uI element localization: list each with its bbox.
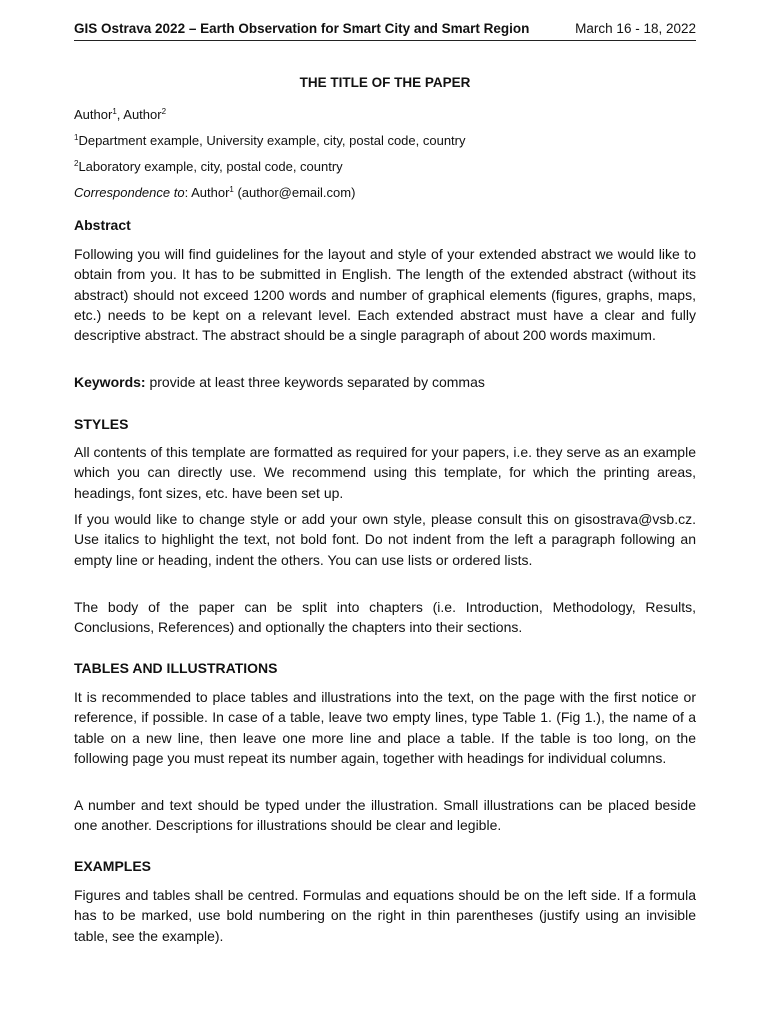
author-name: Author	[123, 107, 162, 122]
section-heading-styles: STYLES	[74, 416, 129, 432]
affiliation-sup: 1	[74, 133, 79, 142]
author-sup: 1	[112, 107, 117, 116]
affiliation-2	[74, 159, 343, 174]
correspondence-email: (author@email.com)	[233, 185, 356, 200]
paper-title: THE TITLE OF THE PAPER	[299, 75, 471, 90]
tables-paragraph-1: It is recommended to place tables and illustrations into the text, on the page with the first notice or reference, if possible. In case of a table, leave two empty lines, type Table 1. (Fig 1.), the name of a table on a new line, then leave one more line and place a table. If the table is too long, on the following page you must repeat its number again, together with headings for individual columns.	[74, 689, 696, 766]
styles-paragraph-1: All contents of this template are formatted as required for your papers, i.e. they serve as an example which you can directly use. We recommend using this template, for which the printing areas, headings, font sizes, etc. have been set up.	[74, 444, 696, 501]
abstract-text: Following you will find guidelines for the layout and style of your extended abstract we would like to obtain from you. It has to be submitted in English. The length of the extended abstract (without its abstract) should not exceed 1200 words and number of graphical elements (figures, graphs, maps, etc.) needs to be kept on a relevant level. Each extended abstract must have a clear and fully descriptive abstract. The abstract should be a single paragraph of about 200 words maximum.	[74, 246, 696, 344]
section-heading-tables: TABLES AND ILLUSTRATIONS	[74, 660, 278, 676]
correspondence-sup: 1	[229, 185, 234, 194]
affiliation-text: Department example, University example, city, postal code, country	[78, 133, 466, 148]
author-line	[74, 107, 166, 122]
correspondence-colon: :	[184, 185, 192, 200]
author-separator: ,	[116, 107, 124, 122]
styles-paragraph-3: The body of the paper can be split into chapters (i.e. Introduction, Methodology, Results, Conclusions, References) and optionally the chapters into their sections.	[74, 599, 696, 636]
correspondence-line	[74, 185, 355, 200]
author-name: Author	[74, 107, 113, 122]
running-header	[74, 20, 696, 41]
affiliation-text: Laboratory example, city, postal code, country	[78, 159, 343, 174]
affiliation-1	[74, 133, 466, 148]
keywords-line	[74, 374, 485, 390]
correspondence-label: Correspondence to	[74, 185, 185, 200]
styles-paragraph-2: If you would like to change style or add your own style, please consult this on gisostrava@vsb.cz. Use italics to highlight the text, not bold font. Do not indent from the left a paragraph following an empty line or heading, indent the others. You can use lists or ordered lists.	[74, 511, 696, 568]
keywords-label: Keywords:	[74, 374, 146, 390]
section-heading-examples: EXAMPLES	[74, 858, 152, 874]
conference-name: GIS Ostrava 2022 – Earth Observation for Smart City and Smart Region	[74, 21, 530, 36]
conference-date: March 16 - 18, 2022	[575, 21, 696, 36]
abstract-heading: Abstract	[74, 217, 131, 233]
author-sup: 2	[161, 107, 167, 116]
affiliation-sup: 2	[74, 159, 79, 168]
correspondence-author: Author	[191, 185, 230, 200]
tables-paragraph-2: A number and text should be typed under the illustration. Small illustrations can be placed beside one another. Descriptions for illustrations should be clear and legible.	[74, 797, 696, 834]
keywords-text: provide at least three keywords separated by commas	[145, 374, 485, 390]
examples-paragraph-1: Figures and tables shall be centred. Formulas and equations should be on the left side. If a formula has to be marked, use bold numbering on the right in thin parentheses (justify using an invisible table, see the example).	[74, 887, 696, 944]
